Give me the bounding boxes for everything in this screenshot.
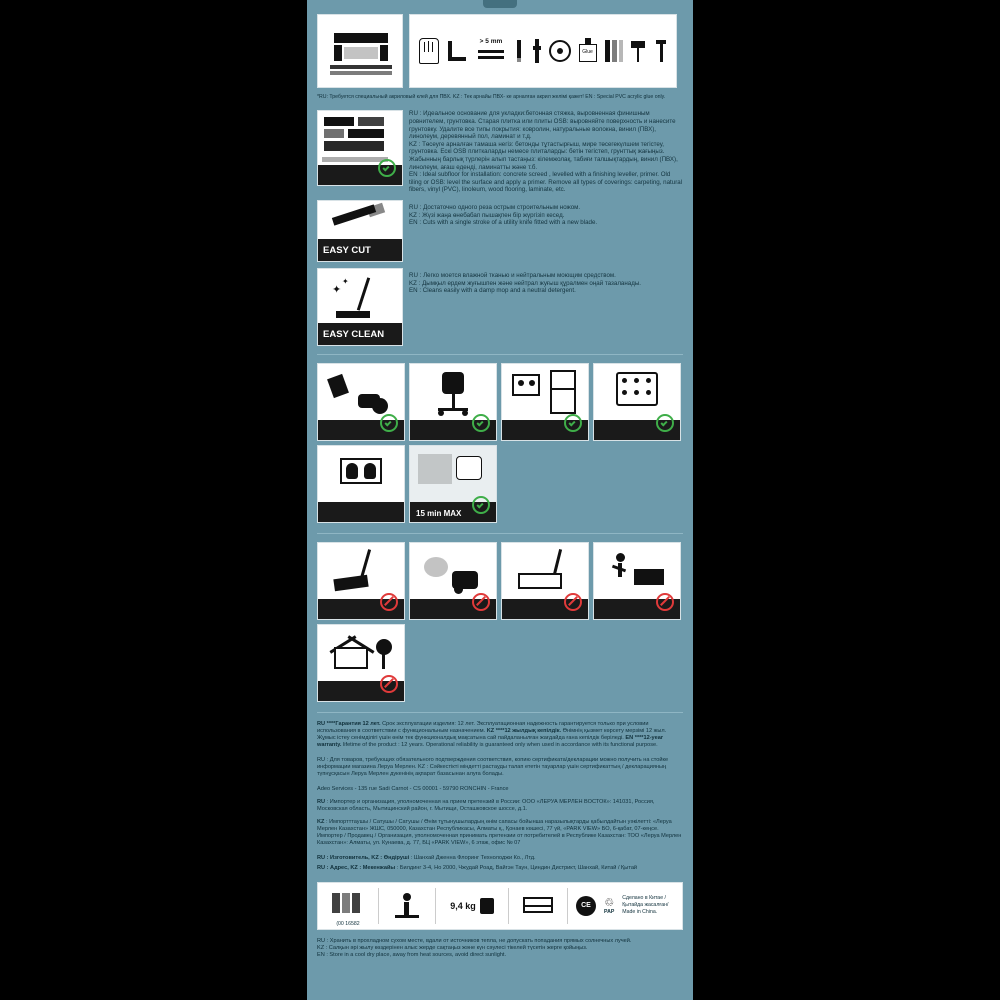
manufacturer-line-2 <box>317 865 683 872</box>
warranty-ru-label: RU <box>317 720 326 727</box>
status-no-icon <box>656 593 674 611</box>
underfloor-heating-icon <box>317 445 405 523</box>
product-label <box>307 0 693 1000</box>
importer-ru-label: RU <box>317 798 326 805</box>
easy-cut-text-kz: KZ : Жүзі жаңа өнебабап пышақпен бір жүргізіп кесед. <box>409 211 565 219</box>
tools-row <box>317 14 683 88</box>
warranty-en-bold: ****12-year warranty. <box>317 734 664 748</box>
allowed-icons-row-2 <box>317 445 683 523</box>
status-no-icon <box>472 593 490 611</box>
glue-application-icon <box>409 445 497 523</box>
certification-ru: RU : Для товаров, требующих обязательного подтверждения соответствия, копию сертификата/декларации можно получить на стойке информации магазина Леруа Мерлен. <box>317 756 669 770</box>
barcode-number: (00 16582 <box>336 920 360 927</box>
manufacturer-text-1: : Шанхай Дженна Флоринг Технолоджи Ко., Лтд. <box>410 854 536 861</box>
certification-paragraph <box>317 757 683 778</box>
status-ok-icon <box>378 159 396 177</box>
divider-2 <box>317 533 683 534</box>
paint-roller-icon <box>630 38 648 64</box>
chair-furniture-icon <box>593 363 681 441</box>
pap-mark: ♲ PAP <box>604 896 615 915</box>
steam-cleaner-icon <box>317 542 405 620</box>
warranty-kz-bold: ****12 жылдық кепілдік. <box>495 727 562 734</box>
subfloor-text-ru: RU : Идеальное основание для укладки:бетонная стяжка, выровненная финишным ровнителем, грунтовка. Старая плитка или плиты OSB: выровняйте поверхность и нанесите грунтовку. Удалите все типы покрытия: ковролин, натуральные волокна, винил (ПВХ), линолеум, деревянный пол, ламинат и т.д. <box>409 110 676 141</box>
label-content <box>317 0 683 959</box>
wet-vacuum-icon <box>409 542 497 620</box>
allowed-icons-row-1 <box>317 363 683 441</box>
easy-cut-badge: EASY CUT <box>323 244 371 256</box>
made-in-text: Сделано в Китае / Қытайда жасалған/ Made in China. <box>622 895 669 916</box>
status-no-icon <box>380 675 398 693</box>
importer-ru-text: : Импортер и организация, уполномоченная на прием претензий в России: ООО «ЛЕРУА МЕРЛЕН ВОСТОК»: 141031, Россия, Московская область, Мытищинский район, г. Мытищи, Осташковское шоссе, д.1. <box>317 798 655 812</box>
weight-spec <box>436 883 508 929</box>
tape-measure-icon <box>549 40 571 62</box>
forbidden-icons-row-2 <box>317 624 683 702</box>
status-ok-icon <box>472 414 490 432</box>
manufacturer-line-1 <box>317 855 683 862</box>
roller-icon <box>531 38 543 64</box>
storage-en: EN : Store in a cool dry place, away from heat sources, avoid direct sunlight. <box>317 951 507 958</box>
glue-icon: Glue <box>578 38 598 64</box>
cutter-knife-icon <box>317 200 403 262</box>
manufacturer-text-2: : Билдинг 3-4, Но 2000, Чжудай Роад, Вайгэн Таун, Циндин Дистрикт, Шанхай, Китай / Қытай <box>396 864 638 871</box>
section-subfloor <box>317 110 683 194</box>
pattern-icon <box>318 883 378 929</box>
divider-3 <box>317 712 683 713</box>
ce-mark: CE <box>576 896 596 916</box>
subfloor-text-en: EN : Ideal subfloor for installation: concrete screed , levelled with a finishing leveller, primer. Old tiling or OSB: level the surface and apply a primer. Remove all types of coverings: carpeting, natural fibers, vinyl (PVC), linoleum, wood flooring, laminate, etc. <box>409 171 683 194</box>
easy-clean-text-en: EN : Cleans easily with a damp mop and a neutral detergent. <box>409 287 576 295</box>
mop-icon: ✦ ✦ EASY CLEAN <box>317 268 403 346</box>
importer-kz <box>317 819 683 847</box>
warranty-en-label: EN <box>625 734 634 741</box>
warranty-en-text: lifetime of the product : 12 years. Operational reliability is guaranteed only when used in accordance with its functional purpose. <box>343 741 658 748</box>
status-ok-icon <box>472 496 490 514</box>
certification-kz: KZ : Сәйкестікті міндетті растауды талап ететін тауарлар үшін сертификаттың / декларацияның түпнұсқасын Леруа Мерлен дүкенінің ақпарат базасынан алуға болады. <box>317 763 667 777</box>
subfloor-text-kz: KZ : Төсеуге арналған тамаша негіз: бетонды тұтастырғыш, мире төсегекүлшем тегістеу, грунтовка. Ескі OSB плиткаларды немесе плиталарды: бетін тегістеп, грунттық жағыңыз. Жабынның барлық түрлерін алып тастаңыз: кілемжолақ, табиғи талшықтардың, винил (ПВХ), линолеум, ағаш еденді, ламинатты және т.б. <box>409 140 678 171</box>
easy-clean-badge: EASY CLEAN <box>323 328 385 340</box>
glue-note: *RU: Требуется специальный акриловый клей для ПВХ. KZ : Тек арнайы ПВХ- ке арналған акрил желімі қажет! EN : Special PVC acrylic glue only. <box>317 94 666 100</box>
kitchen-appliance-icon <box>501 363 589 441</box>
warranty-ru-text: Срок эксплуатации изделия: 12 лет. Эксплуатационная надежность гарантируется только при условии использования в соответствии с функциональным назначением. <box>317 720 649 734</box>
pencil-icon <box>514 38 524 64</box>
spacer-icon: > 5 mm <box>474 38 508 64</box>
spec-strip <box>317 882 683 930</box>
storage-ru: RU : Хранить в прохладном сухом месте, вдали от источников тепла, не допускать попадания прямых солнечных лучей. <box>317 937 632 944</box>
manufacturer-label-2: RU : Адрес, KZ : Мекенжайы <box>317 864 396 871</box>
status-no-icon <box>564 593 582 611</box>
floor-polisher-icon <box>501 542 589 620</box>
weight-icon <box>480 898 494 914</box>
weight-value: 9,4 kg <box>450 900 476 911</box>
storage-kz: KZ : Салқын әрі жылу көздерінен алыс жерде сақтаңыз және күн сәулесі тікелей түсетін жерге қойыңыз. <box>317 944 588 951</box>
section-easy-cut <box>317 200 683 262</box>
warranty-kz-text: Өнімнің қызмет көрсету мерзімі 12 жыл. Жұмыс істеу сенімділігі үшін өнім тек функционалдық мақсатына сай пайдаланылған жағдайда ғана кепілдік беріледі. <box>317 727 667 741</box>
status-ok-icon <box>380 414 398 432</box>
easy-cut-text-en: EN : Cuts with a single stroke of a utility knife fitted with a new blade. <box>409 219 598 227</box>
square-ruler-icon <box>446 39 468 63</box>
status-no-icon <box>380 593 398 611</box>
divider-1 <box>317 354 683 355</box>
warranty-ru-bold: ****Гарантия 12 лет. <box>326 720 381 727</box>
forbidden-icons-row-1 <box>317 542 683 620</box>
adeo-address: Adeo Services - 135 rue Sadi Carnot - CS 00001 - 59790 RONCHIN - France <box>317 785 509 792</box>
importer-kz-text: : Импортттаушы / Сатушы / Сатушы / Өнім тұтынушылардың өнім сапасы бойынша наразылықтарды қабылдайтын уәкілетті: «Леруа Мерлен Казахстан» ЖШС, 050000, Казахстан Республикасы, Алматы қ., Қонаев көшесі, 77 үй, «PARK VIEW» БО, 6-қабат, 07-кеңсе. Импортер / Продавец / Организация, уполномоченная принимать претензии от потребителей в Республике Казахстан: ТОО «Леруа Мерлен Казахстан»: Алматы, ул. Кунаева, д. 77, БЦ «PARK VIEW», 6 этаж, офис № 07 <box>317 818 682 846</box>
status-ok-icon <box>656 414 674 432</box>
person-install-icon <box>379 883 435 929</box>
underlay-icon <box>604 38 624 64</box>
drag-furniture-icon <box>593 542 681 620</box>
status-ok-icon <box>564 414 582 432</box>
importer-ru <box>317 799 683 813</box>
office-chair-castors-icon <box>409 363 497 441</box>
easy-clean-text-kz: KZ : Дымқыл ердем жуғышпен және нейтрал жуғыш құралмен оңай тазаланады. <box>409 279 642 287</box>
section-easy-clean <box>317 268 683 346</box>
glue-time-caption: 15 min MAX <box>416 508 462 518</box>
manufacturer-label-1: RU : Изготовитель, KZ : Өндіруші <box>317 854 410 861</box>
box-content-icon <box>509 883 567 929</box>
warranty-kz-label: KZ <box>486 727 495 734</box>
gloves-icon <box>419 38 439 64</box>
easy-cut-text-ru: RU : Достаточно одного реза острым строительным ножом. <box>409 203 581 211</box>
hammer-icon <box>655 38 667 64</box>
install-method-icon <box>317 14 403 88</box>
easy-clean-text-ru: RU : Легко моется влажной тканью и нейтральным моющим средством. <box>409 271 616 279</box>
tools-required-icons <box>409 14 677 88</box>
subfloor-tile-icon <box>317 110 403 186</box>
warranty-paragraph <box>317 721 683 749</box>
importer-kz-label: KZ <box>317 818 325 825</box>
outdoor-use-icon <box>317 624 405 702</box>
broom-vacuum-icon <box>317 363 405 441</box>
